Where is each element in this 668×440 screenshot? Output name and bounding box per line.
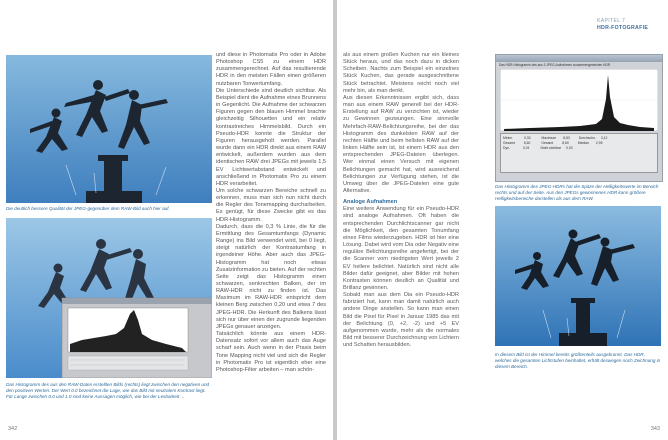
fountain-photo-right-image	[495, 206, 661, 346]
paragraph: Tatsächlich könnte aus einem HDR-Datensatz sofort vor allem auch das Auge scharf sein. Auch wenn in der Praxis beim Tone Mapping nicht viel und sich die Regler in Photomatix Pro ist eigentlich eher eine Photoshop-Filter arbeiten – man schön-	[216, 331, 326, 373]
hdr-histogram-dialog	[495, 54, 663, 182]
fountain-photo-bottom-image	[6, 218, 212, 378]
stats-row: Dyn. 0,01 Nicht sichtbar 0,00	[503, 146, 573, 150]
fountain-photo-right	[495, 206, 661, 346]
right-page-text-column	[343, 52, 459, 349]
histogram-window	[62, 298, 212, 378]
page-number-right: 343	[650, 426, 660, 432]
paragraph: und diese in Photomatix Pro oder in Adobe Photoshop CS5 zu einem HDR zusammengerechnet. Auf das resultierende HDR in den meisten Fällen einen größeren nutzbaren Tonwertumfang.	[216, 52, 326, 87]
paragraph: Eine weitere Anwendung für ein Pseudo-HDR sind analoge Aufnahmen. Oft haben die entsprechenden Durchlichtscanner gar nicht die Möglichkeit, den gesamten Tonumfang eines Films wiederzugeben. HDR ist hier eine Lösung. Dabei wird vom Dia oder Negativ eine reguläre Belichtungsreihe angefertigt, bei der die Scanner vom niedrigsten Wert jeweils 2 EV hellere belichtet. Natürlich sind nicht alle Bilder dafür geeignet, aber Bilder mit hohen Kontrasten können deutlich an Qualität und Brillanz gewinnen.	[343, 206, 459, 291]
dialog-title: Das HDR-Histogramm des aus 3 JPEG-Aufnahmen zusammengesetzten HDR	[499, 63, 611, 67]
right-caption-bottom: In diesem Bild ist der Himmel bereits größtenteils ausgebrannt. Das HDR, welches die gesamten Lichtstufen beinhaltet, erhält deswegen noch Zeichnung in diesem Bereich.	[495, 352, 661, 369]
stats-row: Gesamt 6,60 Gesamt 8,60 Median 2,95	[503, 141, 603, 145]
page-number-left: 342	[8, 426, 18, 432]
stats-row: Minim. 0,33 Maximum 8,83 Durchschn. 3,12	[503, 136, 608, 140]
paragraph: Die Unterschiede sind deutlich sichtbar. Als Beispiel dient die Aufnahme eines Brunnens in Gegenlicht. Die Aufnahme der schwarzen Figuren gegen den blauen Himmel brachte gleichzeitig Silhouetten und ein relativ kontrastreiches Himmelsbild. Durch ein Pseudo-HDR konnte die Struktur der Figuren herausgeholt werden. Parallel wurde dann ein HDR direkt aus einem RAW entwickelt, außerdem wurden aus dem identischen RAW drei JPEGs mit jeweils 1,5 EV Lichtwertabstand entwickelt und anschließend in Photomatix Pro zu einem HDR verarbeitet.	[216, 87, 326, 187]
paragraph: Dadurch, dass die 0,3 % Linie, die für die Ermittlung des Gesamtumfangs (Dynamic Range) ins Bild verwendet wird, bei 0 liegt, steigt natürlich der Kontrastumfang in irgendeiner Höhe. Aber auch das JPEG-Histogramm hat noch etwas Zusatzinformation zu bieten. Auf der rechten Seite zeigt das Histogramm einen schwarzen, senkrechten Balken, der im RAW-HDR nicht zu finden ist. Das Maximum im RAW-HDR entspricht dem kleinen Berg zwischen 0,20 und etwa 7 des JPEG-HDR. Die Herkunft des Balkens lässt sich nur über einen der zugrunde liegenden JPEGs genauer anzeigen.	[216, 223, 326, 330]
stats-table	[503, 136, 607, 151]
left-caption-bottom: Das Histogramm des aus den RAW-Daten erstellten Bilds (rechts) liegt zwischen den negativen und den positiven Werten. Der Wert 0.0 bezeichnet die Lage, wie das Bild mit neutralem Kontrast liegt. Für Lange zwischen 0.0 und 1.0 sind keine Aussagen möglich, wie bei der Lesbarkeit ...	[6, 382, 210, 399]
paragraph: Sobald man aus dem Dia ein Pseudo-HDR fabriziert hat, kann man damit natürlich auch andere Dinge anstellen. So kann man einen Bild die Pixel für Pixel in Januar 1985 das mit der Belichtung (0, +2, -2) und +5 EV aufgenommen wurde, mehr als die normales Bild mit besserer Durchzeichnung von Lichtern und Schatten herausbilden.	[343, 292, 459, 349]
fountain-photo-top	[6, 55, 212, 203]
right-page	[337, 0, 668, 440]
left-page-text-column	[216, 52, 326, 374]
chapter-number: KAPITEL 7	[597, 18, 626, 24]
left-page	[0, 0, 333, 440]
fountain-photo-top-image	[6, 55, 212, 203]
fountain-photo-bottom	[6, 218, 212, 378]
paragraph: Aus diesen Erkenntnissen ergibt sich, dass man aus einem RAW generell bei der HDR-Erstellung auf RAW zu verzichten ist, wieder zu Gewinnen gezwungen. Eine sinnvolle Mehrfach-RAW-Belichtungsreihe, bei der das Histogramm des dunkelsten RAW auf der rechten Hälfte und beim hellsten RAW auf der linken Hälfte sein ist, ist einem HDR aus den entsprechenden JPEG-Dateien überlegen. Wer einmal einen Versuch mit eigenen Belichtungen gemacht hat, wird ausreichend Belichtungen zur Verfügung stehen, ist die Umweg über die JPEG-Dateien eine gute Alternative.	[343, 94, 459, 194]
right-caption-top: Das Histogramm des JPEG-HDRs hat die Spitze der Helligkeitswerte im Bereich rechts und auf der Seite. Aus den JPEGs gewonnenes HDR kann größere Helligkeitsbereiche darstellen als aus dem RAW.	[495, 184, 659, 201]
left-caption-top: Die deutlich bessere Qualität der JPEG-gegenüber dem RAW-Bild auch hier auf.	[6, 206, 170, 211]
paragraph: als aus einem großen Kuchen nur ein kleines Stück heraus, und das noch dazu in dicken Scheiben. Nachts zum Beispiel ein einzelnes Stück Kuchen, das gerade ausgeschnittene Stück betrachtet. Meistens reicht noch viel mehr bin, als man denkt.	[343, 52, 459, 94]
section-heading: Analoge Aufnahmen	[343, 199, 398, 206]
chapter-kicker	[597, 18, 663, 31]
histogram-stats-panel	[500, 133, 658, 173]
chapter-title: HDR-FOTOGRAFIE	[597, 24, 649, 31]
paragraph: Um solche schwarzen Bereiche schnell zu erkennen, muss man sich nun nicht durch die Regler des Tonemapping durcharbeiten. Es genügt, für diese Zwecke gibt es das HDR-Histogramm.	[216, 187, 326, 223]
hdr-histogram-chart	[500, 69, 658, 131]
dialog-titlebar	[496, 55, 662, 62]
